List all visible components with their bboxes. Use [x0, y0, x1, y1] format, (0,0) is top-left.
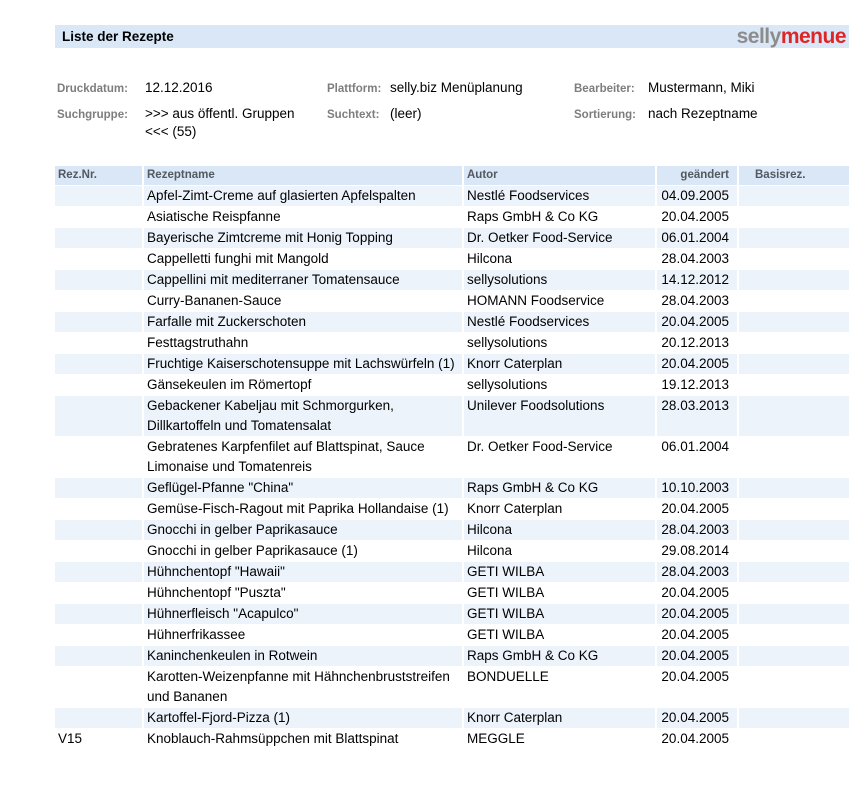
title-bar — [55, 25, 849, 48]
cell-rezeptname: Gebackener Kabeljau mit Schmorgurken, Dillkartoffeln und Tomatensalat — [143, 395, 463, 436]
cell-rez-nr — [55, 645, 143, 666]
table-row — [55, 603, 849, 624]
table-row — [55, 269, 849, 290]
cell-geaendert: 20.12.2013 — [656, 332, 738, 353]
cell-autor: Hilcona — [463, 248, 656, 269]
table-row — [55, 311, 849, 332]
cell-geaendert: 28.04.2003 — [656, 519, 738, 540]
cell-autor: HOMANN Foodservice — [463, 290, 656, 311]
report-page — [55, 25, 849, 750]
cell-rezeptname: Kartoffel-Fjord-Pizza (1) — [143, 707, 463, 728]
table-row — [55, 498, 849, 519]
cell-geaendert: 20.04.2005 — [656, 707, 738, 728]
cell-basisrez — [738, 624, 849, 645]
cell-rez-nr — [55, 311, 143, 332]
suchgruppe-value: >>> aus öffentl. Gruppen <<< (55) — [145, 106, 295, 139]
logo-selly: selly — [736, 25, 781, 48]
logo-menue: menue — [780, 25, 846, 48]
cell-basisrez — [738, 332, 849, 353]
druckdatum-label: Druckdatum: — [57, 83, 128, 95]
cell-geaendert: 20.04.2005 — [656, 353, 738, 374]
cell-geaendert: 20.04.2005 — [656, 498, 738, 519]
cell-rezeptname: Hühnchentopf "Puszta" — [143, 582, 463, 603]
cell-rezeptname: Festtagstruthahn — [143, 332, 463, 353]
table-row — [55, 436, 849, 477]
cell-autor: BONDUELLE — [463, 666, 656, 707]
table-header-row — [55, 166, 849, 185]
cell-autor: GETI WILBA — [463, 624, 656, 645]
cell-geaendert: 10.10.2003 — [656, 477, 738, 498]
cell-rez-nr — [55, 561, 143, 582]
cell-autor: Knorr Caterplan — [463, 498, 656, 519]
cell-basisrez — [738, 185, 849, 206]
cell-geaendert: 20.04.2005 — [656, 603, 738, 624]
cell-geaendert: 20.04.2005 — [656, 728, 738, 749]
cell-rezeptname: Apfel-Zimt-Creme auf glasierten Apfelspalten — [143, 185, 463, 206]
cell-rez-nr — [55, 227, 143, 248]
cell-rez-nr — [55, 519, 143, 540]
cell-autor: MEGGLE — [463, 728, 656, 749]
cell-rez-nr — [55, 353, 143, 374]
cell-basisrez — [738, 540, 849, 561]
table-row — [55, 185, 849, 206]
cell-rez-nr: V15 — [55, 728, 143, 749]
cell-autor: sellysolutions — [463, 332, 656, 353]
suchgruppe-label: Suchgruppe: — [57, 109, 128, 121]
cell-rez-nr — [55, 206, 143, 227]
cell-autor: Raps GmbH & Co KG — [463, 645, 656, 666]
sortierung-value: nach Rezeptname — [648, 106, 758, 121]
cell-autor: Raps GmbH & Co KG — [463, 206, 656, 227]
cell-basisrez — [738, 561, 849, 582]
cell-geaendert: 20.04.2005 — [656, 645, 738, 666]
table-row — [55, 540, 849, 561]
cell-geaendert: 29.08.2014 — [656, 540, 738, 561]
cell-autor: sellysolutions — [463, 374, 656, 395]
cell-rez-nr — [55, 582, 143, 603]
column-header-basisrez: Basisrez. — [738, 166, 849, 185]
brand-logo — [737, 25, 846, 48]
cell-autor: Knorr Caterplan — [463, 707, 656, 728]
cell-autor: sellysolutions — [463, 269, 656, 290]
cell-autor: GETI WILBA — [463, 561, 656, 582]
cell-autor: Raps GmbH & Co KG — [463, 477, 656, 498]
cell-geaendert: 28.04.2003 — [656, 248, 738, 269]
cell-geaendert: 19.12.2013 — [656, 374, 738, 395]
table-row — [55, 206, 849, 227]
cell-basisrez — [738, 374, 849, 395]
table-row — [55, 561, 849, 582]
page-title: Liste der Rezepte — [62, 29, 174, 44]
table-row — [55, 395, 849, 436]
cell-rez-nr — [55, 477, 143, 498]
cell-rezeptname: Gnocchi in gelber Paprikasauce (1) — [143, 540, 463, 561]
cell-autor: GETI WILBA — [463, 582, 656, 603]
cell-autor: Dr. Oetker Food-Service — [463, 227, 656, 248]
plattform-value: selly.biz Menüplanung — [390, 80, 523, 95]
cell-rez-nr — [55, 269, 143, 290]
suchtext-label: Suchtext: — [327, 109, 380, 121]
cell-geaendert: 20.04.2005 — [656, 311, 738, 332]
cell-geaendert: 20.04.2005 — [656, 624, 738, 645]
bearbeiter-label: Bearbeiter: — [574, 83, 635, 95]
cell-rez-nr — [55, 290, 143, 311]
table-body — [55, 185, 849, 749]
cell-rezeptname: Gebratenes Karpfenfilet auf Blattspinat, Sauce Limonaise und Tomatenreis — [143, 436, 463, 477]
cell-autor: Hilcona — [463, 540, 656, 561]
cell-rez-nr — [55, 248, 143, 269]
druckdatum-value: 12.12.2016 — [145, 80, 213, 95]
cell-rezeptname: Cappelletti funghi mit Mangold — [143, 248, 463, 269]
cell-rez-nr — [55, 603, 143, 624]
cell-rez-nr — [55, 332, 143, 353]
cell-basisrez — [738, 290, 849, 311]
cell-basisrez — [738, 311, 849, 332]
meta-section — [55, 79, 849, 141]
cell-rezeptname: Knoblauch-Rahmsüppchen mit Blattspinat — [143, 728, 463, 749]
cell-autor: GETI WILBA — [463, 603, 656, 624]
table-row — [55, 519, 849, 540]
cell-rezeptname: Cappellini mit mediterraner Tomatensauce — [143, 269, 463, 290]
cell-rez-nr — [55, 395, 143, 436]
suchtext-value: (leer) — [390, 106, 422, 121]
cell-geaendert: 06.01.2004 — [656, 436, 738, 477]
cell-rez-nr — [55, 436, 143, 477]
cell-geaendert: 14.12.2012 — [656, 269, 738, 290]
cell-basisrez — [738, 707, 849, 728]
cell-basisrez — [738, 728, 849, 749]
table-row — [55, 624, 849, 645]
table-row — [55, 353, 849, 374]
cell-autor: Unilever Foodsolutions — [463, 395, 656, 436]
plattform-label: Plattform: — [327, 83, 382, 95]
cell-autor: Hilcona — [463, 519, 656, 540]
cell-geaendert: 20.04.2005 — [656, 666, 738, 707]
cell-autor: Nestlé Foodservices — [463, 185, 656, 206]
table-row — [55, 332, 849, 353]
cell-basisrez — [738, 498, 849, 519]
cell-rez-nr — [55, 185, 143, 206]
cell-rezeptname: Asiatische Reispfanne — [143, 206, 463, 227]
cell-basisrez — [738, 666, 849, 707]
sortierung-label: Sortierung: — [574, 109, 636, 121]
column-header-geaendert: geändert — [656, 166, 738, 185]
cell-rezeptname: Hühnerfrikassee — [143, 624, 463, 645]
cell-rezeptname: Kaninchenkeulen in Rotwein — [143, 645, 463, 666]
cell-rez-nr — [55, 498, 143, 519]
cell-geaendert: 06.01.2004 — [656, 227, 738, 248]
cell-rez-nr — [55, 666, 143, 707]
cell-rezeptname: Hühnchentopf "Hawaii" — [143, 561, 463, 582]
bearbeiter-value: Mustermann, Miki — [648, 80, 755, 95]
cell-rezeptname: Fruchtige Kaiserschotensuppe mit Lachswürfeln (1) — [143, 353, 463, 374]
cell-geaendert: 28.03.2013 — [656, 395, 738, 436]
table-row — [55, 374, 849, 395]
cell-geaendert: 28.04.2003 — [656, 561, 738, 582]
cell-basisrez — [738, 206, 849, 227]
cell-rezeptname: Karotten-Weizenpfanne mit Hähnchenbruststreifen und Bananen — [143, 666, 463, 707]
cell-rezeptname: Curry-Bananen-Sauce — [143, 290, 463, 311]
recipes-table — [55, 166, 849, 750]
cell-autor: Nestlé Foodservices — [463, 311, 656, 332]
table-row — [55, 477, 849, 498]
table-row — [55, 707, 849, 728]
table-row — [55, 728, 849, 749]
table-row — [55, 582, 849, 603]
cell-geaendert: 04.09.2005 — [656, 185, 738, 206]
cell-rezeptname: Gänsekeulen im Römertopf — [143, 374, 463, 395]
cell-basisrez — [738, 477, 849, 498]
cell-rezeptname: Bayerische Zimtcreme mit Honig Topping — [143, 227, 463, 248]
table-row — [55, 227, 849, 248]
cell-rezeptname: Geflügel-Pfanne "China" — [143, 477, 463, 498]
cell-rezeptname: Gnocchi in gelber Paprikasauce — [143, 519, 463, 540]
cell-basisrez — [738, 395, 849, 436]
cell-basisrez — [738, 603, 849, 624]
cell-basisrez — [738, 519, 849, 540]
cell-rez-nr — [55, 374, 143, 395]
cell-basisrez — [738, 227, 849, 248]
column-header-rez-nr: Rez.Nr. — [55, 166, 143, 185]
cell-autor: Knorr Caterplan — [463, 353, 656, 374]
table-row — [55, 248, 849, 269]
cell-rez-nr — [55, 707, 143, 728]
cell-basisrez — [738, 645, 849, 666]
cell-basisrez — [738, 436, 849, 477]
cell-autor: Dr. Oetker Food-Service — [463, 436, 656, 477]
cell-basisrez — [738, 353, 849, 374]
table-row — [55, 645, 849, 666]
cell-rezeptname: Hühnerfleisch "Acapulco" — [143, 603, 463, 624]
cell-basisrez — [738, 248, 849, 269]
column-header-autor: Autor — [463, 166, 656, 185]
table-row — [55, 290, 849, 311]
column-header-rezeptname: Rezeptname — [143, 166, 463, 185]
cell-geaendert: 28.04.2003 — [656, 290, 738, 311]
cell-rezeptname: Farfalle mit Zuckerschoten — [143, 311, 463, 332]
cell-rez-nr — [55, 624, 143, 645]
cell-basisrez — [738, 269, 849, 290]
cell-rez-nr — [55, 540, 143, 561]
cell-basisrez — [738, 582, 849, 603]
cell-geaendert: 20.04.2005 — [656, 582, 738, 603]
cell-rezeptname: Gemüse-Fisch-Ragout mit Paprika Hollandaise (1) — [143, 498, 463, 519]
table-row — [55, 666, 849, 707]
cell-geaendert: 20.04.2005 — [656, 206, 738, 227]
